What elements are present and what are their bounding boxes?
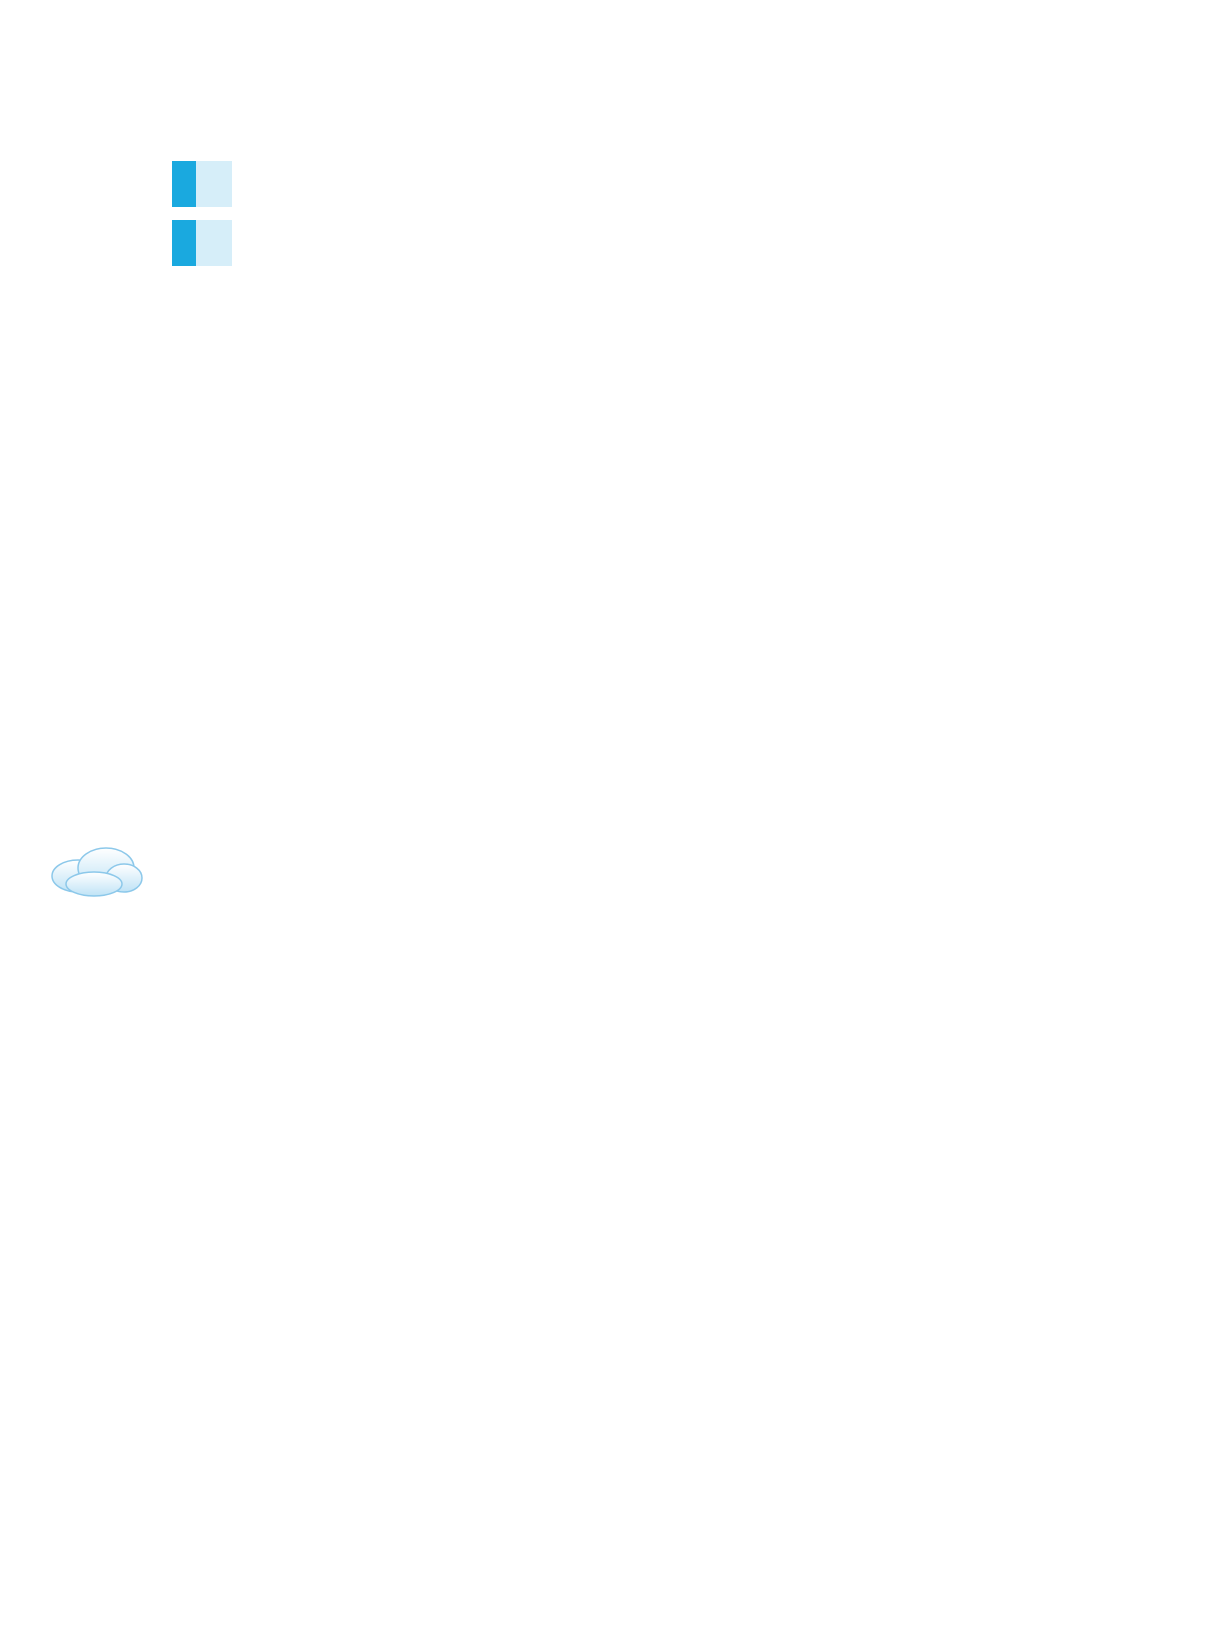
section-title (196, 161, 232, 207)
section-number (172, 220, 196, 266)
page-number (48, 838, 144, 900)
page-content (172, 150, 1072, 279)
section-title (196, 220, 232, 266)
section-header-true-false (172, 161, 1072, 207)
section-number (172, 161, 196, 207)
section-header-short-answer (172, 220, 1072, 266)
page-number-cloud (48, 838, 144, 900)
